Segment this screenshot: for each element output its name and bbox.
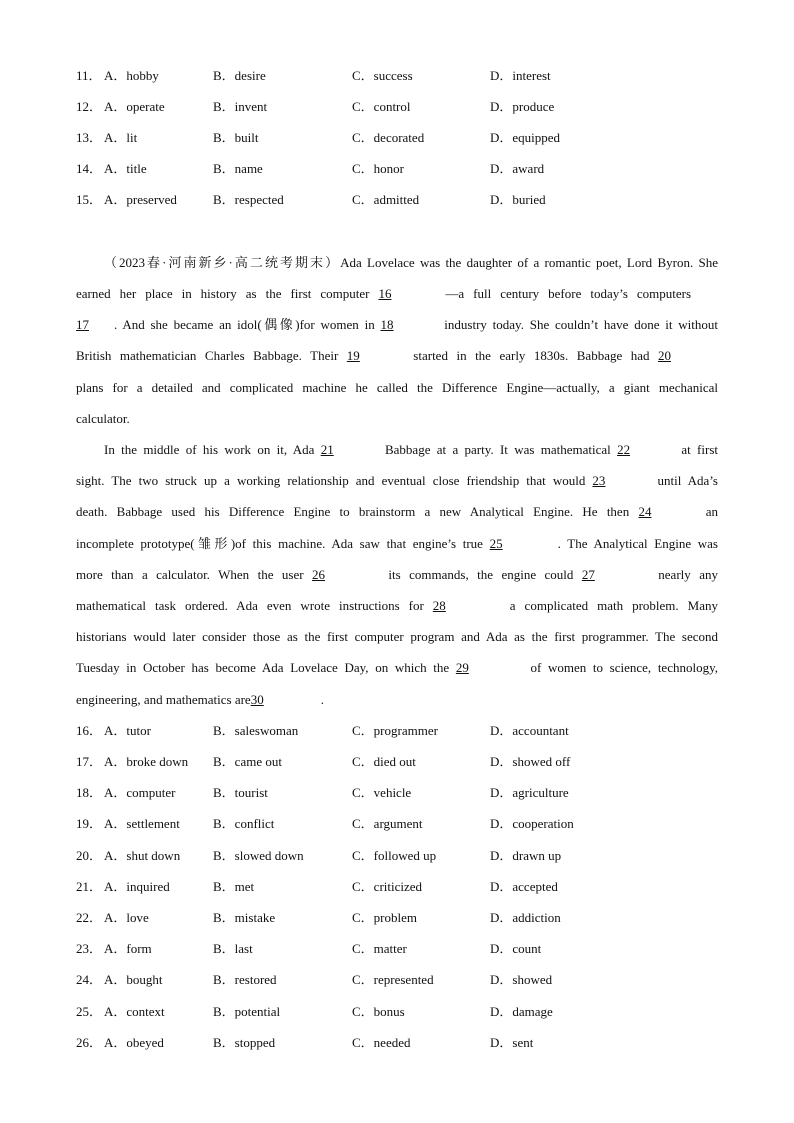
blank-19[interactable]: 19 <box>346 348 360 363</box>
option-a: A．operate <box>104 99 165 114</box>
option-a: A．form <box>104 941 152 956</box>
passage-text: until Ada’s <box>650 473 718 488</box>
passage-line <box>76 284 718 304</box>
option-b: B．potential <box>213 1004 281 1019</box>
passage-line <box>76 471 718 491</box>
option-c: C．criticized <box>352 879 423 894</box>
option-d: D．addiction <box>490 910 561 925</box>
option-c: C．represented <box>352 972 434 987</box>
option-a: A．context <box>104 1004 165 1019</box>
question-number: 15． <box>76 192 103 207</box>
passage-line <box>76 565 718 585</box>
option-d: D．showed <box>490 972 553 987</box>
passage-text: calculator. <box>76 411 130 426</box>
blank-16[interactable]: 16 <box>378 286 392 301</box>
passage-text: a complicated math problem. Many <box>500 598 718 613</box>
passage-text: Tuesday in October has become Ada Lovelace Day, on which the <box>76 660 456 675</box>
passage-text: mathematical task ordered. Ada even wrote instructions for <box>76 598 433 613</box>
option-c: C．problem <box>352 910 417 925</box>
option-a: A．lit <box>104 130 138 145</box>
passage-text: In the middle of his work on it, Ada <box>104 442 321 457</box>
option-c: C．died out <box>352 754 416 769</box>
passage-text: British mathematician Charles Babbage. Their <box>76 348 347 363</box>
blank-23[interactable]: 23 <box>592 473 606 488</box>
question-number: 21． <box>76 879 103 894</box>
option-c: C．decorated <box>352 130 425 145</box>
option-b: B．saleswoman <box>213 723 299 738</box>
passage-text: incomplete prototype(雏形)of this machine. Ada saw that engine’s true <box>76 536 490 551</box>
question-number: 19． <box>76 816 103 831</box>
question-number: 20． <box>76 848 103 863</box>
passage-text: more than a calculator. When the user <box>76 567 312 582</box>
option-d: D．count <box>490 941 542 956</box>
question-number: 14． <box>76 161 103 176</box>
option-c: C．vehicle <box>352 785 412 800</box>
option-a: A．inquired <box>104 879 170 894</box>
option-c: C．admitted <box>352 192 420 207</box>
passage-line <box>76 409 718 429</box>
passage-text: of women to science, technology, <box>523 660 718 675</box>
option-b: B．last <box>213 941 253 956</box>
question-number: 25． <box>76 1004 103 1019</box>
passage-text: an <box>696 504 718 519</box>
option-d: D．interest <box>490 68 551 83</box>
option-d: D．showed off <box>490 754 571 769</box>
passage-text: death. Babbage used his Difference Engine to brainstorm a new Analytical Engine. He then <box>76 504 639 519</box>
blank-27[interactable]: 27 <box>581 567 595 582</box>
question-number: 17． <box>76 754 103 769</box>
option-a: A．title <box>104 161 147 176</box>
passage-text: . And she became an idol(偶像)for women in <box>114 317 381 332</box>
blank-28[interactable]: 28 <box>432 598 446 613</box>
option-c: C．followed up <box>352 848 437 863</box>
passage-text: earned her place in history as the first computer <box>76 286 379 301</box>
question-number: 26． <box>76 1035 103 1050</box>
passage-text: its commands, the engine could <box>380 567 582 582</box>
option-d: D．accepted <box>490 879 558 894</box>
option-c: C．programmer <box>352 723 438 738</box>
question-number: 18． <box>76 785 103 800</box>
passage-text: historians would later consider those as the first computer program and Ada as the first programmer. The second <box>76 629 718 644</box>
option-b: B．conflict <box>213 816 275 831</box>
option-a: A．love <box>104 910 149 925</box>
option-b: B．mistake <box>213 910 276 925</box>
passage-line <box>104 253 718 273</box>
option-a: A．obeyed <box>104 1035 164 1050</box>
blank-30[interactable]: 30 <box>250 692 264 707</box>
passage-text: engineering, and mathematics are <box>76 692 251 707</box>
option-d: D．equipped <box>490 130 561 145</box>
option-c: C．needed <box>352 1035 411 1050</box>
option-b: B．came out <box>213 754 282 769</box>
option-d: D．accountant <box>490 723 569 738</box>
option-a: A．settlement <box>104 816 180 831</box>
option-d: D．produce <box>490 99 555 114</box>
option-b: B．invent <box>213 99 268 114</box>
passage-text: nearly any <box>649 567 718 582</box>
option-a: A．bought <box>104 972 163 987</box>
question-number: 22． <box>76 910 103 925</box>
passage-text: . The Analytical Engine was <box>557 536 718 551</box>
passage-text: started in the early 1830s. Babbage had <box>404 348 659 363</box>
passage-text: sight. The two struck up a working relationship and eventual close friendship that would <box>76 473 593 488</box>
option-c: C．control <box>352 99 411 114</box>
option-b: B．restored <box>213 972 277 987</box>
option-b: B．met <box>213 879 255 894</box>
option-d: D．cooperation <box>490 816 574 831</box>
passage-text: Babbage at a party. It was mathematical <box>378 442 618 457</box>
passage-line <box>76 627 718 647</box>
question-number: 13． <box>76 130 103 145</box>
blank-24[interactable]: 24 <box>638 504 652 519</box>
option-a: A．preserved <box>104 192 177 207</box>
option-b: B．tourist <box>213 785 268 800</box>
option-b: B．stopped <box>213 1035 276 1050</box>
blank-18[interactable]: 18 <box>380 317 394 332</box>
option-a: A．shut down <box>104 848 181 863</box>
option-d: D．agriculture <box>490 785 569 800</box>
blank-21[interactable]: 21 <box>320 442 334 457</box>
option-d: D．sent <box>490 1035 534 1050</box>
passage-text: . <box>320 692 324 707</box>
blank-25[interactable]: 25 <box>489 536 503 551</box>
option-d: D．damage <box>490 1004 553 1019</box>
option-c: C．bonus <box>352 1004 405 1019</box>
option-b: B．respected <box>213 192 284 207</box>
passage-line <box>76 346 718 366</box>
option-b: B．desire <box>213 68 266 83</box>
passage-text: plans for a detailed and complicated machine he called the Difference Engine—actually, a giant mechanical <box>76 380 718 395</box>
option-c: C．matter <box>352 941 407 956</box>
blank-20[interactable]: 20 <box>658 348 672 363</box>
option-a: A．computer <box>104 785 176 800</box>
question-number: 23． <box>76 941 103 956</box>
passage-line <box>76 502 718 522</box>
passage-line <box>76 315 718 335</box>
passage-line <box>76 534 718 554</box>
option-a: A．hobby <box>104 68 159 83</box>
passage-line <box>76 378 718 398</box>
passage-text: industry today. She couldn’t have done it without <box>438 317 719 332</box>
option-b: B．built <box>213 130 259 145</box>
passage-text: —a full century before today’s computers <box>436 286 700 301</box>
question-number: 11． <box>76 68 102 83</box>
option-b: B．name <box>213 161 263 176</box>
passage-line <box>76 658 718 678</box>
option-b: B．slowed down <box>213 848 304 863</box>
option-a: A．tutor <box>104 723 151 738</box>
question-number: 12． <box>76 99 103 114</box>
blank-22[interactable]: 22 <box>617 442 631 457</box>
blank-26[interactable]: 26 <box>312 567 325 582</box>
option-c: C．honor <box>352 161 405 176</box>
question-number: 16． <box>76 723 103 738</box>
option-c: C．success <box>352 68 413 83</box>
option-d: D．drawn up <box>490 848 562 863</box>
option-c: C．argument <box>352 816 423 831</box>
option-d: D．award <box>490 161 545 176</box>
passage-line <box>76 596 718 616</box>
blank-29[interactable]: 29 <box>455 660 469 675</box>
passage-line <box>104 440 718 460</box>
blank-17[interactable]: 17 <box>76 317 89 332</box>
option-d: D．buried <box>490 192 546 207</box>
passage-text: （2023春·河南新乡·高二统考期末）Ada Lovelace was the daughter of a romantic poet, Lord Byron. She <box>104 255 718 270</box>
passage-line <box>76 690 718 710</box>
question-number: 24． <box>76 972 103 987</box>
option-a: A．broke down <box>104 754 189 769</box>
passage-text: at first <box>675 442 718 457</box>
